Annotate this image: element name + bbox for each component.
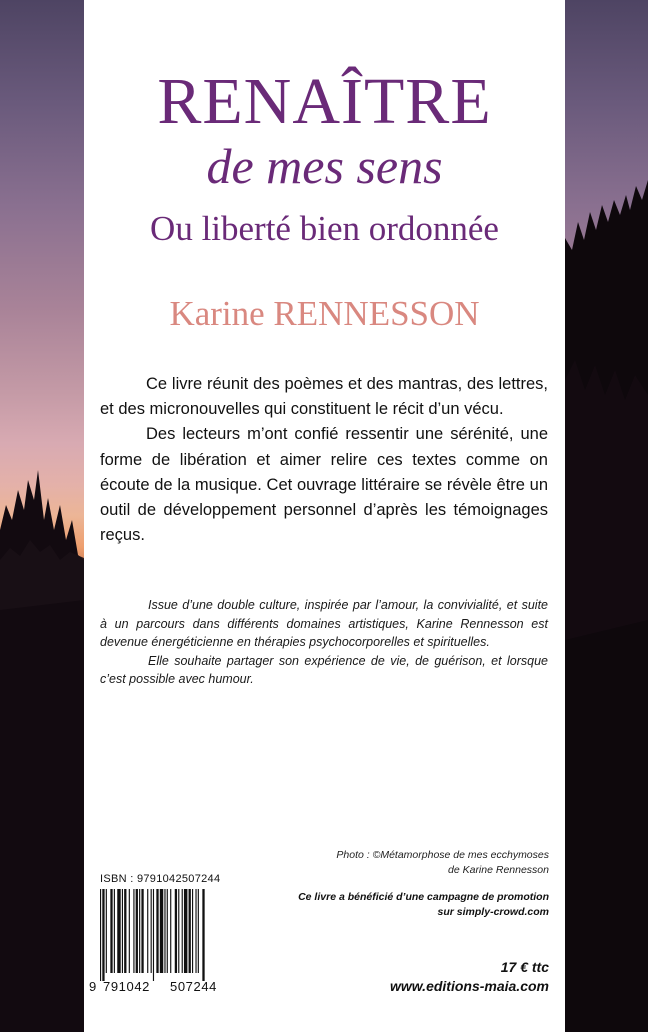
photo-credit xyxy=(289,848,549,878)
barcode-digit-first: 9 xyxy=(89,979,97,994)
barcode-bar xyxy=(122,889,123,973)
barcode-bar xyxy=(139,889,140,973)
barcode-bar xyxy=(151,889,152,973)
price: 17 € ttc xyxy=(500,959,549,975)
book-subtitle: de mes sens xyxy=(206,138,443,194)
barcode-digit-group: 791042 xyxy=(103,979,150,994)
blurb-paragraph: Ce livre réunit des poèmes et des mantras, des lettres, et des micronouvelles qui constituent le récit d’un vécu. xyxy=(100,375,548,419)
barcode-bar xyxy=(124,889,126,973)
photo-credit-line: Photo : ©Métamorphose de mes ecchymoses xyxy=(336,849,549,861)
barcode-bar xyxy=(110,889,112,973)
barcode-digit-group: 507244 xyxy=(170,979,217,994)
barcode-bar xyxy=(178,889,179,973)
barcode-bar xyxy=(198,889,199,973)
bio-paragraph: Issue d’une double culture, inspirée par l’amour, la convivialité, et suite à un parcours dans différents domaines artistiques, Karine Rennesson est devenue énergéticienne en thérapies psychocorporelles et spirituelles. xyxy=(100,598,548,650)
barcode xyxy=(88,889,238,981)
barcode-bar xyxy=(133,889,134,973)
book-title: RENAÎTRE xyxy=(157,65,492,138)
barcode-bar xyxy=(100,889,101,981)
barcode-bar xyxy=(129,889,130,973)
barcode-bar xyxy=(114,889,115,973)
barcode-bar xyxy=(156,889,158,973)
barcode-bar xyxy=(182,889,183,973)
barcode-bar xyxy=(160,889,163,973)
barcode-bar xyxy=(189,889,191,973)
promotion-line: Ce livre a bénéficié d’une campagne de promotion xyxy=(298,891,549,903)
barcode-bar xyxy=(153,889,154,981)
barcode-bar xyxy=(117,889,120,973)
promotion-note xyxy=(249,890,549,920)
barcode-bar xyxy=(192,889,193,973)
book-blurb xyxy=(100,372,548,548)
blurb-paragraph: Des lecteurs m’ont confié ressentir une sérénité, une forme de libération et aimer relire ces textes comme on écoute de la musique. Cet ouvrage littéraire se révèle être un outil de développement personnel d’après les témoignages reçus. xyxy=(100,425,548,545)
isbn-label: ISBN : 9791042507244 xyxy=(100,873,221,885)
barcode-bar xyxy=(164,889,165,973)
back-cover-panel xyxy=(84,0,565,1032)
book-tagline: Ou liberté bien ordonnée xyxy=(150,209,499,248)
author-bio xyxy=(100,596,548,689)
barcode-bar xyxy=(184,889,187,973)
photo-credit-line: de Karine Rennesson xyxy=(448,864,549,876)
barcode-bar xyxy=(147,889,148,973)
promotion-line: sur simply-crowd.com xyxy=(437,906,549,918)
author-name: Karine RENNESSON xyxy=(169,294,480,333)
publisher-website: www.editions-maia.com xyxy=(390,978,549,994)
bio-paragraph: Elle souhaite partager son expérience de vie, de guérison, et lorsque c’est possible avec humour. xyxy=(100,653,548,687)
barcode-bar xyxy=(202,889,204,981)
barcode-bar xyxy=(106,889,107,973)
barcode-bar xyxy=(136,889,138,973)
barcode-bar xyxy=(195,889,196,973)
barcode-bar xyxy=(102,889,104,981)
barcode-bar xyxy=(175,889,177,973)
barcode-bar xyxy=(170,889,171,973)
barcode-bar xyxy=(167,889,168,973)
barcode-bar xyxy=(141,889,143,973)
